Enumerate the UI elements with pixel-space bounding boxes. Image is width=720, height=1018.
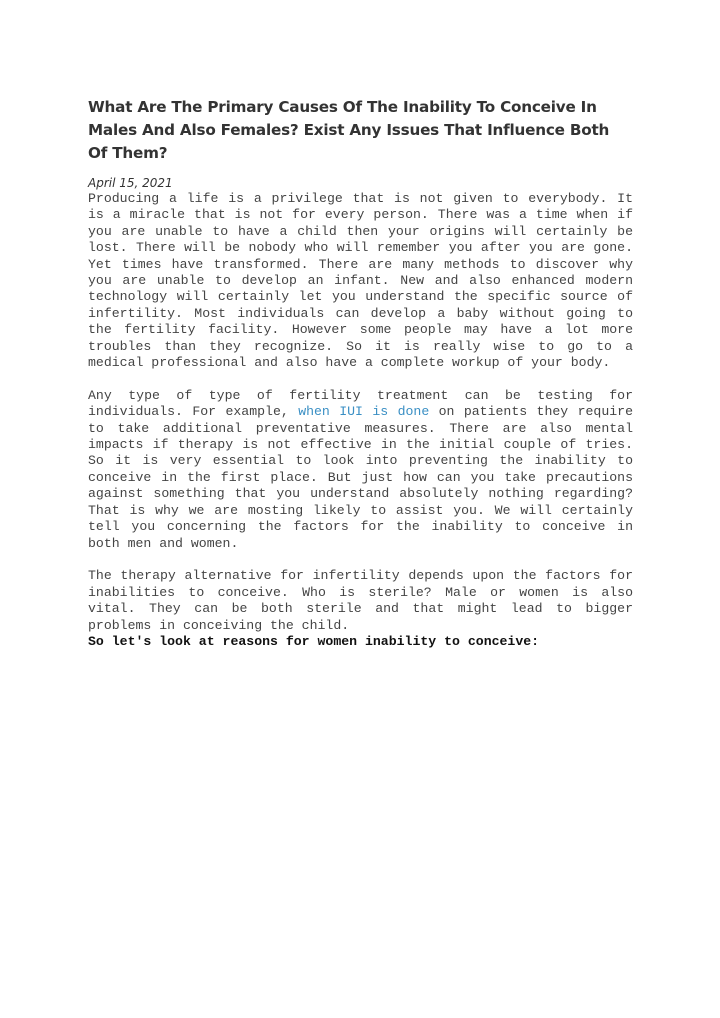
- section-subheading: So let's look at reasons for women inability to conceive:: [88, 633, 540, 649]
- publish-date: April 15, 2021: [88, 176, 173, 190]
- paragraph-therapy: The therapy alternative for infertility depends upon the factors for inabilities to conceive. Who is sterile? Male or women is also vital. They can be both sterile and that might lead to bigger problems in conceiving the child.: [88, 568, 633, 633]
- article-body: [88, 96, 633, 650]
- paragraph-treatment-start: Any type of type of fertility treatment can be testing for individuals. For example,: [88, 387, 633, 420]
- paragraph-treatment: [88, 388, 633, 552]
- iui-link[interactable]: when IUI is done: [298, 404, 430, 420]
- paragraph-treatment-end: on patients they require to take additional preventative measures. There are also mental impacts if therapy is not effective in the initial couple of tries. So it is very essential to look into preventing the inability to conceive in the first place. But just how can you take precautions against something that you understand absolutely nothing regarding? That is why we are mosting likely to assist you. We will certainly tell you concerning the factors for the inability to conceive in both men and women.: [88, 404, 633, 551]
- paragraph-intro: Producing a life is a privilege that is not given to everybody. It is a miracle that is not for every person. There was a time when if you are unable to have a child then your origins will certainly be lost. There will be nobody who will remember you after you are gone. Yet times have transformed. There are many methods to discover why you are unable to develop an infant. New and also enhanced modern technology will certainly let you understand the specific source of infertility. Most individuals can develop a baby without going to the fertility facility. However some people may have a lot more troubles than they recognize. So it is really wise to go to a medical professional and also have a complete workup of your body.: [88, 191, 633, 371]
- article-title: What Are The Primary Causes Of The Inability To Conceive In Males And Also Females? Exist Any Issues That Influence Both Of Them?: [88, 98, 610, 162]
